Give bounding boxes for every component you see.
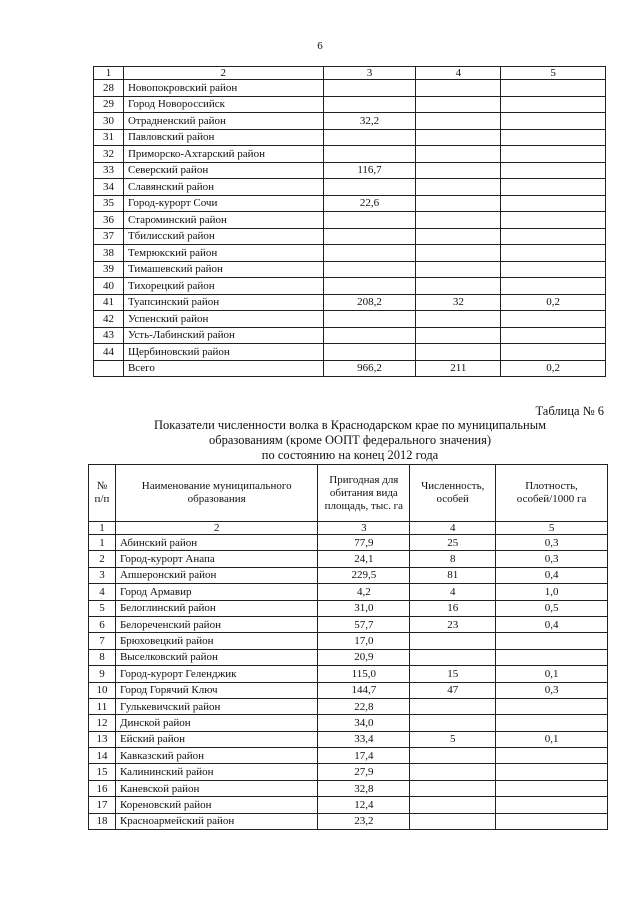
- row-number: 7: [89, 633, 116, 649]
- table-row: [89, 682, 608, 698]
- region-name: Апшеронский район: [115, 567, 317, 583]
- table-row: [89, 535, 608, 551]
- habitat-area: 31,0: [318, 600, 410, 616]
- habitat-area: 24,1: [318, 551, 410, 567]
- table-continuation-body: [94, 67, 606, 377]
- population-density: [501, 80, 606, 97]
- region-name: Каневской район: [115, 780, 317, 796]
- row-number: 6: [89, 616, 116, 632]
- habitat-area: 22,8: [318, 698, 410, 714]
- region-name: Всего: [123, 360, 323, 377]
- region-name: Абинский район: [115, 535, 317, 551]
- col-number: 1: [94, 67, 124, 80]
- region-name: Город Новороссийск: [123, 96, 323, 113]
- table-row: [89, 551, 608, 567]
- table-row: [94, 179, 606, 196]
- habitat-area: [323, 344, 416, 361]
- table-row: [89, 748, 608, 764]
- population-count: 211: [416, 360, 501, 377]
- header-area: Пригодная для обитания вида площадь, тыс. га: [318, 465, 410, 522]
- population-count: 16: [410, 600, 496, 616]
- table-row: [89, 584, 608, 600]
- habitat-area: 20,9: [318, 649, 410, 665]
- population-density: 0,3: [496, 535, 608, 551]
- population-density: [501, 129, 606, 146]
- table-row: [89, 633, 608, 649]
- row-number: 17: [89, 797, 116, 813]
- population-density: 0,4: [496, 616, 608, 632]
- caption-line: по состоянию на конец 2012 года: [261, 448, 439, 462]
- population-count: [416, 162, 501, 179]
- row-number: 5: [89, 600, 116, 616]
- population-count: [410, 780, 496, 796]
- table-row: [94, 311, 606, 328]
- table-row: [89, 616, 608, 632]
- habitat-area: 33,4: [318, 731, 410, 747]
- region-name: Староминский район: [123, 212, 323, 229]
- population-density: 0,2: [501, 360, 606, 377]
- habitat-area: 144,7: [318, 682, 410, 698]
- row-number: 38: [94, 245, 124, 262]
- row-number: 13: [89, 731, 116, 747]
- habitat-area: [323, 261, 416, 278]
- region-name: Гулькевичский район: [115, 698, 317, 714]
- region-name: Темрюкский район: [123, 245, 323, 262]
- population-count: [416, 327, 501, 344]
- table-row: [89, 813, 608, 829]
- region-name: Город-курорт Геленджик: [115, 666, 317, 682]
- population-density: [496, 649, 608, 665]
- habitat-area: [323, 228, 416, 245]
- population-density: [501, 195, 606, 212]
- population-count: 32: [416, 294, 501, 311]
- population-density: [501, 228, 606, 245]
- habitat-area: 27,9: [318, 764, 410, 780]
- region-name: Город Армавир: [115, 584, 317, 600]
- table-row: [94, 195, 606, 212]
- col-number: 2: [123, 67, 323, 80]
- row-number: 36: [94, 212, 124, 229]
- population-count: [416, 129, 501, 146]
- row-number: 32: [94, 146, 124, 163]
- population-density: [501, 245, 606, 262]
- row-number: 10: [89, 682, 116, 698]
- region-name: Брюховецкий район: [115, 633, 317, 649]
- wolf-population-table-body: [89, 465, 608, 830]
- population-count: [410, 633, 496, 649]
- region-name: Щербиновский район: [123, 344, 323, 361]
- row-number: 15: [89, 764, 116, 780]
- row-number: 4: [89, 584, 116, 600]
- population-density: [496, 780, 608, 796]
- population-density: 0,1: [496, 731, 608, 747]
- table-row: [94, 294, 606, 311]
- population-count: 15: [410, 666, 496, 682]
- region-name: Тихорецкий район: [123, 278, 323, 295]
- population-count: 23: [410, 616, 496, 632]
- population-density: [496, 764, 608, 780]
- population-count: [416, 113, 501, 130]
- habitat-area: 116,7: [323, 162, 416, 179]
- population-count: [416, 96, 501, 113]
- table-label: Таблица № 6: [535, 404, 604, 418]
- col-number: 3: [318, 522, 410, 535]
- habitat-area: 17,4: [318, 748, 410, 764]
- population-count: [416, 80, 501, 97]
- table-row: [89, 698, 608, 714]
- row-number: 43: [94, 327, 124, 344]
- population-count: 81: [410, 567, 496, 583]
- table-row: [94, 245, 606, 262]
- region-name: Город Горячий Ключ: [115, 682, 317, 698]
- population-count: [416, 278, 501, 295]
- table-row: [94, 212, 606, 229]
- region-name: Отрадненский район: [123, 113, 323, 130]
- row-number: 11: [89, 698, 116, 714]
- habitat-area: 966,2: [323, 360, 416, 377]
- region-name: Тимашевский район: [123, 261, 323, 278]
- population-density: [496, 797, 608, 813]
- habitat-area: 23,2: [318, 813, 410, 829]
- table-row: [94, 80, 606, 97]
- habitat-area: [323, 146, 416, 163]
- population-count: [410, 715, 496, 731]
- row-number: 3: [89, 567, 116, 583]
- population-density: 0,1: [496, 666, 608, 682]
- population-count: 25: [410, 535, 496, 551]
- region-name: Кореновский район: [115, 797, 317, 813]
- population-count: [416, 344, 501, 361]
- col-number: 5: [501, 67, 606, 80]
- row-number: 16: [89, 780, 116, 796]
- caption-line: Показатели численности волка в Краснодарском крае по муниципальным: [154, 418, 546, 432]
- table-row: [89, 567, 608, 583]
- population-count: [410, 813, 496, 829]
- habitat-area: 115,0: [318, 666, 410, 682]
- habitat-area: [323, 80, 416, 97]
- row-number: 42: [94, 311, 124, 328]
- population-density: 0,5: [496, 600, 608, 616]
- habitat-area: 57,7: [318, 616, 410, 632]
- table-row: [89, 600, 608, 616]
- population-density: [501, 96, 606, 113]
- region-name: Усть-Лабинский район: [123, 327, 323, 344]
- column-number-row: [94, 67, 606, 80]
- row-number: 33: [94, 162, 124, 179]
- table-row: [94, 146, 606, 163]
- table-row: [94, 278, 606, 295]
- population-count: 5: [410, 731, 496, 747]
- region-name: Город-курорт Анапа: [115, 551, 317, 567]
- population-density: [501, 179, 606, 196]
- population-count: [410, 698, 496, 714]
- row-number: 34: [94, 179, 124, 196]
- population-count: [416, 311, 501, 328]
- population-density: [501, 212, 606, 229]
- region-name: Северский район: [123, 162, 323, 179]
- wolf-population-table: [88, 464, 608, 830]
- col-number: 3: [323, 67, 416, 80]
- table-row: [94, 228, 606, 245]
- table-row: [89, 649, 608, 665]
- row-number: 28: [94, 80, 124, 97]
- table-row: [94, 129, 606, 146]
- header-number: № п/п: [89, 465, 116, 522]
- region-name: Успенский район: [123, 311, 323, 328]
- row-number: 14: [89, 748, 116, 764]
- table-row: [89, 797, 608, 813]
- population-count: [410, 764, 496, 780]
- table-row: [94, 327, 606, 344]
- col-number: 1: [89, 522, 116, 535]
- habitat-area: 32,2: [323, 113, 416, 130]
- header-name: Наименование муниципального образования: [115, 465, 317, 522]
- region-name: Приморско-Ахтарский район: [123, 146, 323, 163]
- table-row: [89, 715, 608, 731]
- habitat-area: [323, 212, 416, 229]
- population-count: [410, 748, 496, 764]
- region-name: Павловский район: [123, 129, 323, 146]
- population-density: 1,0: [496, 584, 608, 600]
- table-row: [94, 261, 606, 278]
- habitat-area: [323, 96, 416, 113]
- population-density: [496, 715, 608, 731]
- page-number: 6: [317, 40, 323, 52]
- population-count: [416, 146, 501, 163]
- region-name: Красноармейский район: [115, 813, 317, 829]
- header-row: [89, 465, 608, 522]
- population-density: [501, 146, 606, 163]
- habitat-area: 4,2: [318, 584, 410, 600]
- row-number: 29: [94, 96, 124, 113]
- row-number: 12: [89, 715, 116, 731]
- habitat-area: [323, 278, 416, 295]
- population-density: [496, 633, 608, 649]
- population-density: 0,2: [501, 294, 606, 311]
- region-name: Кавказский район: [115, 748, 317, 764]
- population-density: [501, 162, 606, 179]
- population-count: 47: [410, 682, 496, 698]
- region-name: Белореченский район: [115, 616, 317, 632]
- population-count: [416, 195, 501, 212]
- habitat-area: [323, 311, 416, 328]
- region-name: Город-курорт Сочи: [123, 195, 323, 212]
- population-count: 8: [410, 551, 496, 567]
- table-continuation: [93, 66, 606, 377]
- row-number: 35: [94, 195, 124, 212]
- population-count: [416, 179, 501, 196]
- habitat-area: 32,8: [318, 780, 410, 796]
- population-count: [410, 797, 496, 813]
- habitat-area: [323, 245, 416, 262]
- row-number: 31: [94, 129, 124, 146]
- habitat-area: 77,9: [318, 535, 410, 551]
- population-density: [501, 113, 606, 130]
- table-row: [89, 731, 608, 747]
- population-density: [501, 261, 606, 278]
- row-number: 44: [94, 344, 124, 361]
- habitat-area: [323, 179, 416, 196]
- row-number: 41: [94, 294, 124, 311]
- region-name: Новопокровский район: [123, 80, 323, 97]
- population-density: [501, 344, 606, 361]
- table-row: [94, 96, 606, 113]
- region-name: Тбилисский район: [123, 228, 323, 245]
- table-row: [94, 344, 606, 361]
- table-row: [94, 113, 606, 130]
- population-density: [501, 311, 606, 328]
- row-number: 9: [89, 666, 116, 682]
- table-row: [89, 764, 608, 780]
- col-number: 4: [410, 522, 496, 535]
- population-count: [416, 212, 501, 229]
- region-name: Белоглинский район: [115, 600, 317, 616]
- column-number-row: [89, 522, 608, 535]
- col-number: 4: [416, 67, 501, 80]
- row-number: 2: [89, 551, 116, 567]
- population-density: [501, 327, 606, 344]
- habitat-area: 34,0: [318, 715, 410, 731]
- region-name: Динской район: [115, 715, 317, 731]
- population-density: [496, 748, 608, 764]
- habitat-area: [323, 327, 416, 344]
- population-count: [416, 261, 501, 278]
- region-name: Калининский район: [115, 764, 317, 780]
- population-count: [416, 245, 501, 262]
- table-caption: [90, 418, 610, 463]
- table-row: [94, 360, 606, 377]
- table-row: [89, 666, 608, 682]
- row-number: [94, 360, 124, 377]
- habitat-area: 12,4: [318, 797, 410, 813]
- header-density: Плотность, особей/1000 га: [496, 465, 608, 522]
- habitat-area: 22,6: [323, 195, 416, 212]
- header-count: Численность, особей: [410, 465, 496, 522]
- row-number: 30: [94, 113, 124, 130]
- population-density: 0,3: [496, 682, 608, 698]
- region-name: Выселковский район: [115, 649, 317, 665]
- row-number: 8: [89, 649, 116, 665]
- table-row: [94, 162, 606, 179]
- population-density: 0,4: [496, 567, 608, 583]
- col-number: 5: [496, 522, 608, 535]
- caption-line: образованиям (кроме ООПТ федерального значения): [208, 433, 492, 447]
- row-number: 18: [89, 813, 116, 829]
- habitat-area: 208,2: [323, 294, 416, 311]
- region-name: Туапсинский район: [123, 294, 323, 311]
- col-number: 2: [115, 522, 317, 535]
- row-number: 40: [94, 278, 124, 295]
- population-count: 4: [410, 584, 496, 600]
- habitat-area: [323, 129, 416, 146]
- row-number: 39: [94, 261, 124, 278]
- habitat-area: 17,0: [318, 633, 410, 649]
- population-count: [416, 228, 501, 245]
- region-name: Славянский район: [123, 179, 323, 196]
- population-count: [410, 649, 496, 665]
- row-number: 1: [89, 535, 116, 551]
- table-row: [89, 780, 608, 796]
- population-density: [496, 813, 608, 829]
- population-density: [496, 698, 608, 714]
- population-density: [501, 278, 606, 295]
- habitat-area: 229,5: [318, 567, 410, 583]
- region-name: Ейский район: [115, 731, 317, 747]
- population-density: 0,3: [496, 551, 608, 567]
- row-number: 37: [94, 228, 124, 245]
